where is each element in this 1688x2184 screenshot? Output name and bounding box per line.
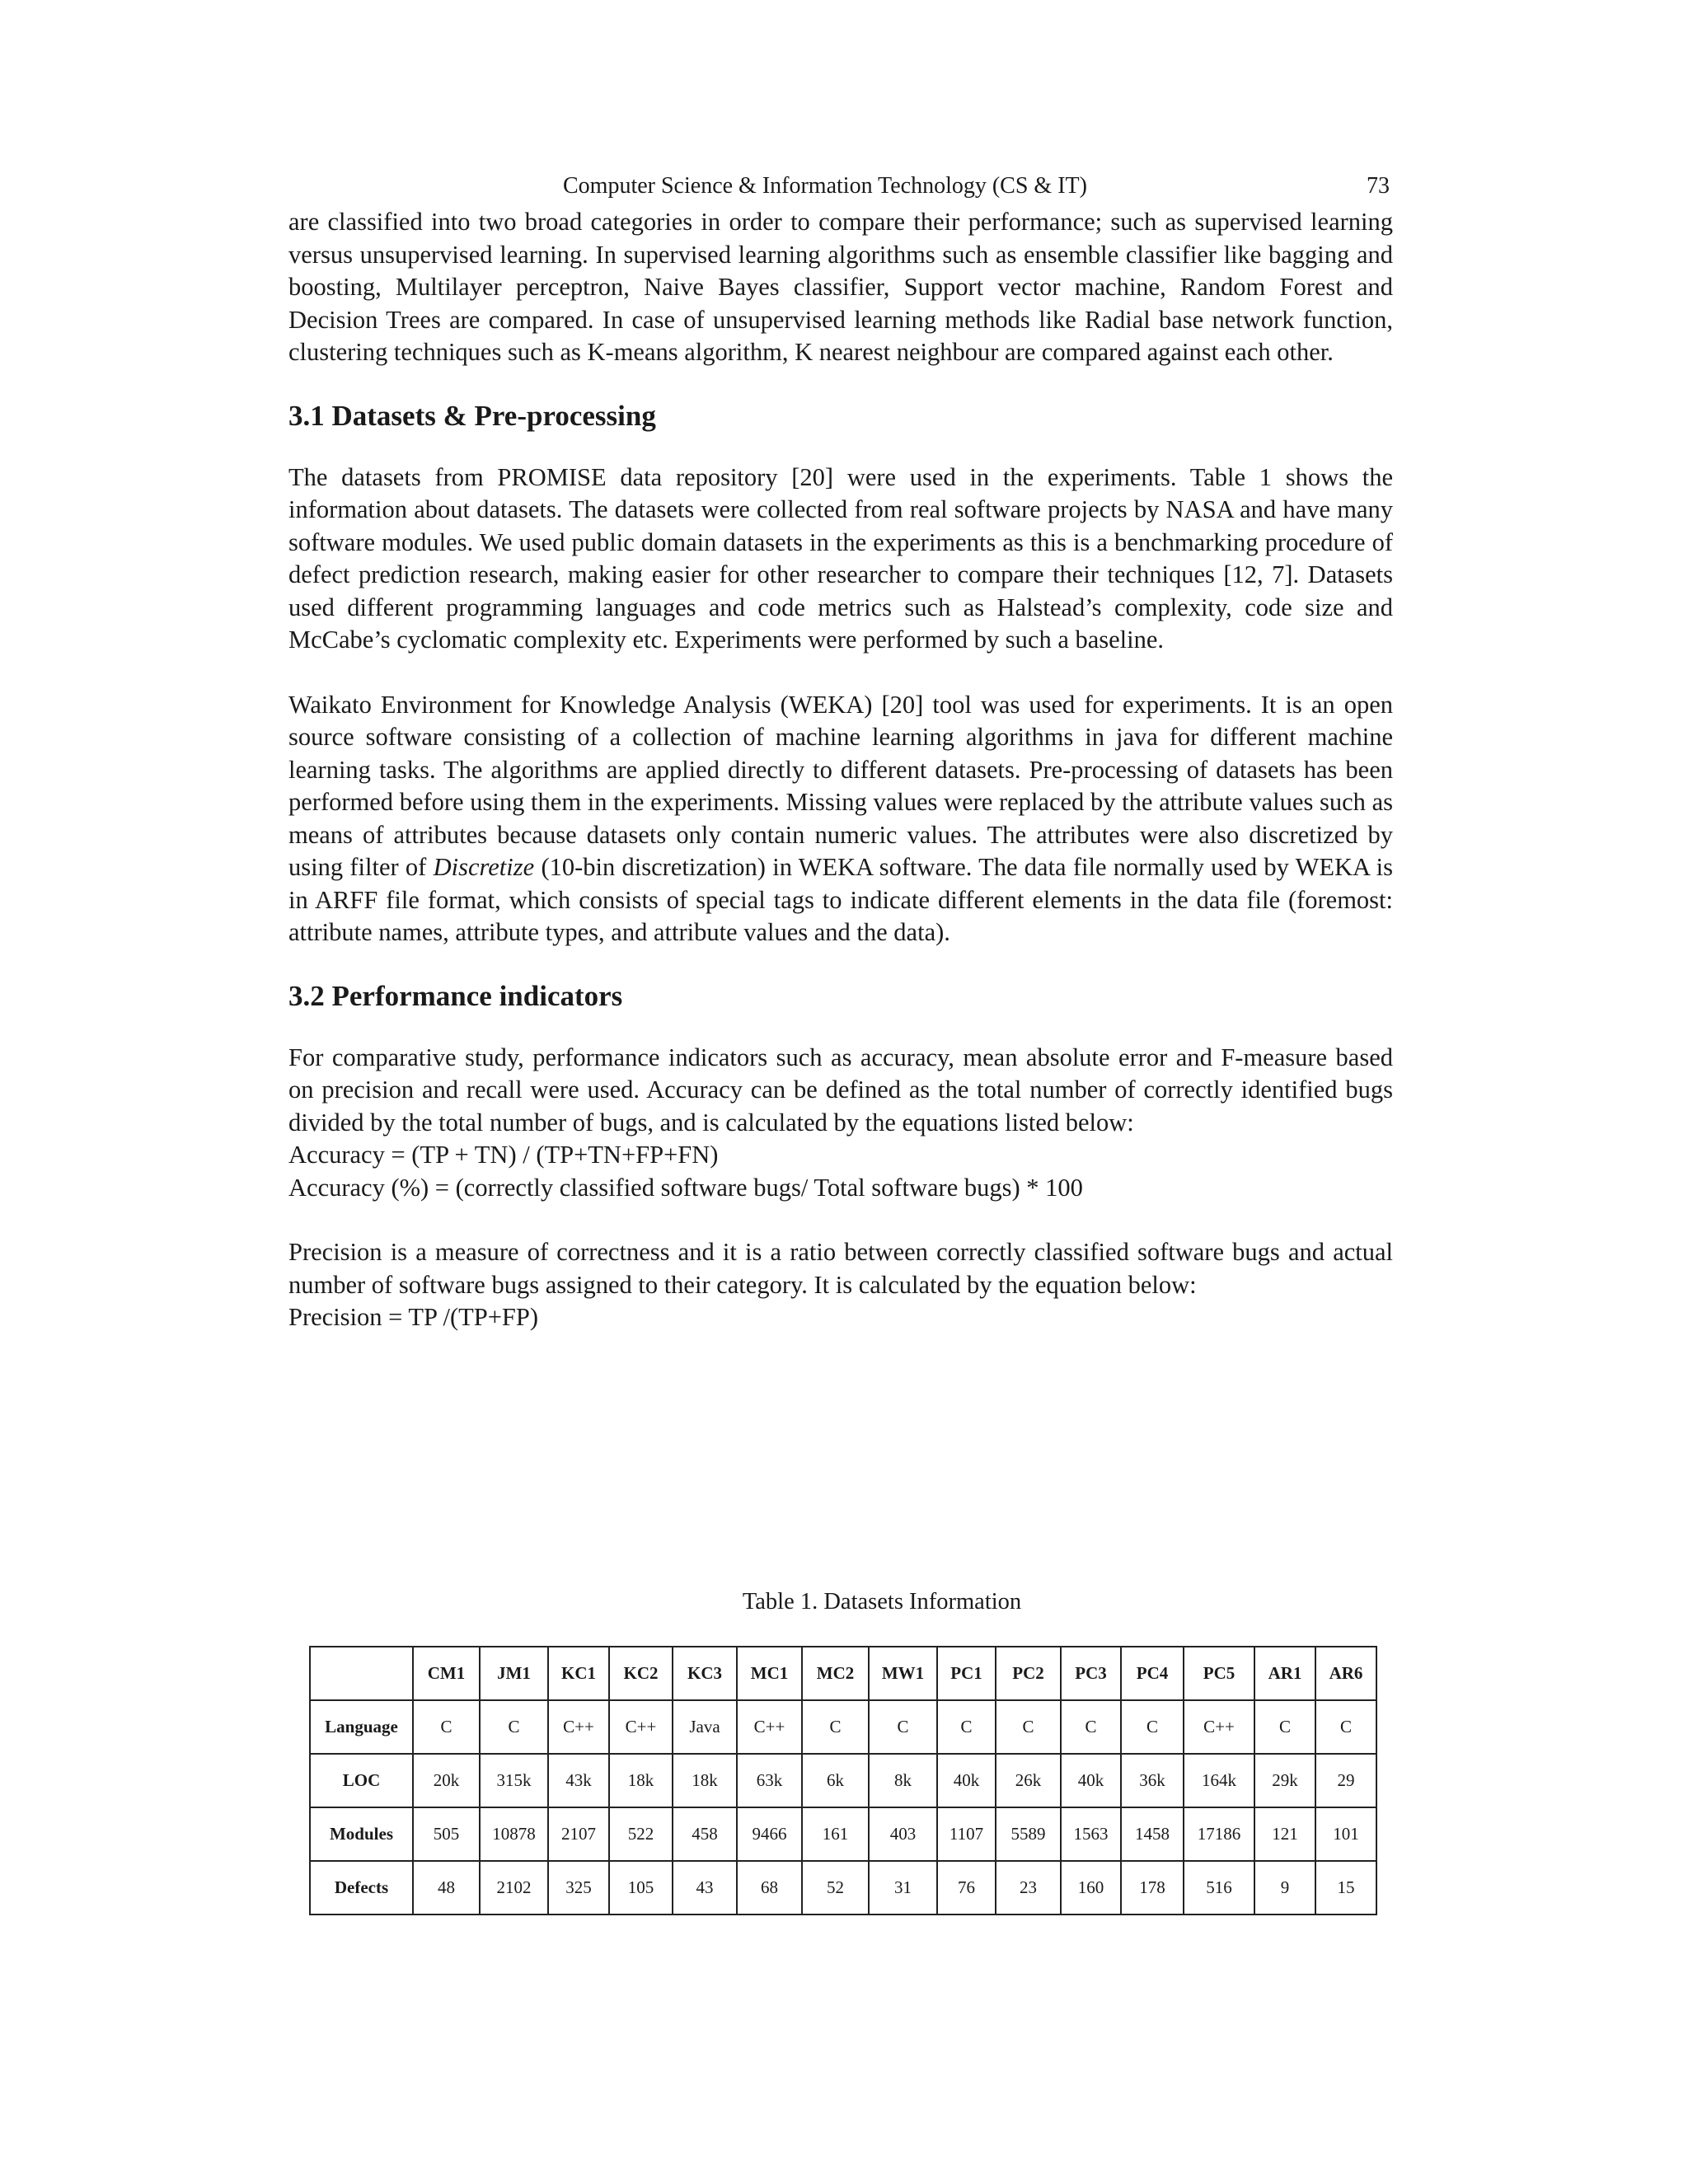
table-cell: 52 xyxy=(802,1861,869,1915)
section-3-2-heading: 3.2 Performance indicators xyxy=(288,979,623,1012)
table-row-language xyxy=(310,1700,1376,1754)
table-cell: C xyxy=(869,1700,937,1754)
table-cell: 101 xyxy=(1315,1807,1376,1861)
table-cell: 1458 xyxy=(1121,1807,1184,1861)
table-cell: 48 xyxy=(413,1861,480,1915)
table-cell: 1107 xyxy=(937,1807,996,1861)
table-cell: 1563 xyxy=(1061,1807,1121,1861)
running-header xyxy=(288,171,1393,201)
table-corner-cell xyxy=(310,1647,413,1700)
datasets-paragraph: The datasets from PROMISE data repository [20] were used in the experiments. Table 1 shows the information about datasets. The datasets were collected from real software projects by NASA and have many software modules. We used public domain datasets in the experiments as this is a benchmarking procedure of defect prediction research, making easier for other researcher to compare their techniques [12, 7]. Datasets used different programming languages and code metrics such as Halstead’s complexity, code size and McCabe’s cyclomatic complexity etc. Experiments were performed by such a baseline. xyxy=(288,462,1393,654)
precision-paragraph: Precision is a measure of correctness and it is a ratio between correctly classified software bugs and actual number of software bugs assigned to their category. It is calculated by the equation below: xyxy=(288,1238,1393,1299)
table-cell: 76 xyxy=(937,1861,996,1915)
table-row-defects xyxy=(310,1861,1376,1915)
table-header-row xyxy=(310,1647,1376,1700)
column-header: PC4 xyxy=(1121,1647,1184,1700)
table-row-loc xyxy=(310,1754,1376,1807)
table-cell: 5589 xyxy=(996,1807,1061,1861)
table-cell: 522 xyxy=(609,1807,673,1861)
table-cell: C++ xyxy=(548,1700,609,1754)
table-cell: 325 xyxy=(548,1861,609,1915)
discretize-term: Discretize xyxy=(433,853,535,881)
column-header: KC3 xyxy=(673,1647,737,1700)
accuracy-equation: Accuracy = (TP + TN) / (TP+TN+FP+FN) xyxy=(288,1141,719,1169)
column-header: PC2 xyxy=(996,1647,1061,1700)
column-header: JM1 xyxy=(480,1647,548,1700)
table-cell: 18k xyxy=(609,1754,673,1807)
row-header: LOC xyxy=(310,1754,413,1807)
table-cell: 26k xyxy=(996,1754,1061,1807)
table-cell: 68 xyxy=(737,1861,802,1915)
column-header: CM1 xyxy=(413,1647,480,1700)
table-cell: 29k xyxy=(1254,1754,1315,1807)
table-cell: 20k xyxy=(413,1754,480,1807)
table-cell: 18k xyxy=(673,1754,737,1807)
weka-text-part1: Waikato Environment for Knowledge Analysis (WEKA) [20] tool was used for experiments. It is an open source software consisting of a collection of machine learning algorithms in java for different machine learning tasks. The algorithms are applied directly to different datasets. Pre-processing of datasets has been performed before using them in the experiments. Missing values were replaced by the attribute values such as means of attributes because datasets only contain numeric values. The attributes were also discretized by using filter of xyxy=(288,690,1393,881)
table-cell: 6k xyxy=(802,1754,869,1807)
table-cell: 2107 xyxy=(548,1807,609,1861)
indicators-paragraph: For comparative study, performance indicators such as accuracy, mean absolute error and F-measure based on precision and recall were used. Accuracy can be defined as the total number of correctly identified bugs divided by the total number of bugs, and is calculated by the equations listed below: xyxy=(288,1043,1393,1137)
table-cell: 403 xyxy=(869,1807,937,1861)
table-cell: 29 xyxy=(1315,1754,1376,1807)
table-cell: 23 xyxy=(996,1861,1061,1915)
table-cell: 10878 xyxy=(480,1807,548,1861)
table-cell: C xyxy=(802,1700,869,1754)
column-header: AR6 xyxy=(1315,1647,1376,1700)
table-cell: 40k xyxy=(937,1754,996,1807)
table-cell: 2102 xyxy=(480,1861,548,1915)
table-cell: 63k xyxy=(737,1754,802,1807)
journal-title: Computer Science & Information Technology (CS & IT) xyxy=(563,173,1087,199)
table-cell: 15 xyxy=(1315,1861,1376,1915)
weka-paragraph xyxy=(288,689,1393,949)
column-header: MW1 xyxy=(869,1647,937,1700)
row-header: Defects xyxy=(310,1861,413,1915)
table-cell: C++ xyxy=(1184,1700,1254,1754)
page-body xyxy=(288,171,1393,1897)
table-row-modules xyxy=(310,1807,1376,1861)
table-cell: 516 xyxy=(1184,1861,1254,1915)
accuracy-percent-equation: Accuracy (%) = (correctly classified software bugs/ Total software bugs) * 100 xyxy=(288,1173,1083,1202)
column-header: PC5 xyxy=(1184,1647,1254,1700)
column-header: AR1 xyxy=(1254,1647,1315,1700)
table-cell: 121 xyxy=(1254,1807,1315,1861)
datasets-table xyxy=(309,1646,1377,1915)
table-cell: C++ xyxy=(737,1700,802,1754)
table-cell: 505 xyxy=(413,1807,480,1861)
row-header: Modules xyxy=(310,1807,413,1861)
table-cell: C xyxy=(937,1700,996,1754)
table-cell: 160 xyxy=(1061,1861,1121,1915)
table-cell: 9 xyxy=(1254,1861,1315,1915)
table-cell: C xyxy=(1121,1700,1184,1754)
column-header: PC3 xyxy=(1061,1647,1121,1700)
intro-paragraph: are classified into two broad categories in order to compare their performance; such as supervised learning versus unsupervised learning. In supervised learning algorithms such as ensemble classifier like bagging and boosting, Multilayer perceptron, Naive Bayes classifier, Support vector machine, Random Forest and Decision Trees are compared. In case of unsupervised learning methods like Radial base network function, clustering techniques such as K-means algorithm, K nearest neighbour are compared against each other. xyxy=(288,208,1393,366)
column-header: MC1 xyxy=(737,1647,802,1700)
table-cell: 105 xyxy=(609,1861,673,1915)
table-caption: Table 1. Datasets Information xyxy=(742,1589,1022,1615)
table-cell: 43k xyxy=(548,1754,609,1807)
table-cell: 40k xyxy=(1061,1754,1121,1807)
table-cell: 164k xyxy=(1184,1754,1254,1807)
table-cell: 36k xyxy=(1121,1754,1184,1807)
column-header: PC1 xyxy=(937,1647,996,1700)
precision-equation: Precision = TP /(TP+FP) xyxy=(288,1303,539,1331)
table-cell: Java xyxy=(673,1700,737,1754)
table-cell: 315k xyxy=(480,1754,548,1807)
table-cell: 8k xyxy=(869,1754,937,1807)
table-cell: 178 xyxy=(1121,1861,1184,1915)
page-number: 73 xyxy=(1367,173,1390,199)
table-cell: 43 xyxy=(673,1861,737,1915)
table-cell: 31 xyxy=(869,1861,937,1915)
table-cell: C xyxy=(996,1700,1061,1754)
table-cell: C xyxy=(413,1700,480,1754)
table-cell: C xyxy=(1061,1700,1121,1754)
column-header: MC2 xyxy=(802,1647,869,1700)
weka-text-part2: (10-bin discretization) in WEKA software. The data file normally used by WEKA is in ARFF file format, which consists of special tags to indicate different elements in the data file (foremost: attribute names, attribute types, and attribute values and the data). xyxy=(288,853,1393,946)
table-cell: C xyxy=(1315,1700,1376,1754)
table-cell: C xyxy=(480,1700,548,1754)
table-cell: 458 xyxy=(673,1807,737,1861)
table-cell: 17186 xyxy=(1184,1807,1254,1861)
table-cell: C++ xyxy=(609,1700,673,1754)
table-cell: C xyxy=(1254,1700,1315,1754)
table-cell: 9466 xyxy=(737,1807,802,1861)
column-header: KC1 xyxy=(548,1647,609,1700)
table-cell: 161 xyxy=(802,1807,869,1861)
row-header: Language xyxy=(310,1700,413,1754)
section-3-1-heading: 3.1 Datasets & Pre-processing xyxy=(288,399,656,432)
column-header: KC2 xyxy=(609,1647,673,1700)
